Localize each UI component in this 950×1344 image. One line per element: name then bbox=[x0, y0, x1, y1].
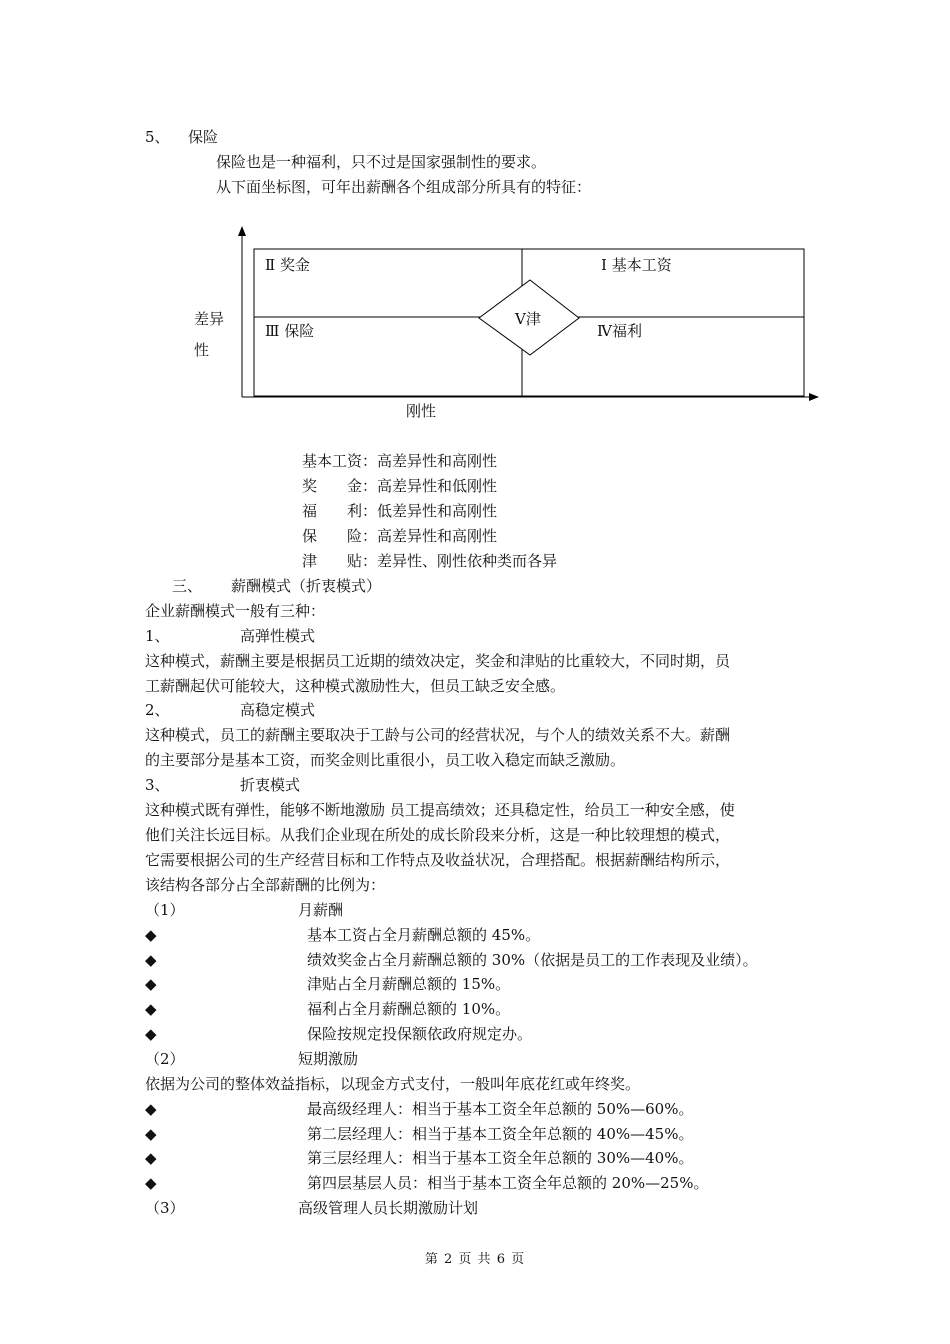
monthly-item: 基本工资占全月薪酬总额的 45%。 bbox=[307, 926, 541, 944]
mode2-text-line1: 这种模式，员工的薪酬主要取决于工龄与公司的经营状况，与个人的绩效关系不大。薪酬 bbox=[145, 726, 731, 744]
mode2-text-line2: 的主要部分是基本工资，而奖金则比重很小，员工收入稳定而缺乏激励。 bbox=[145, 751, 626, 769]
monthly-title: 月薪酬 bbox=[298, 901, 344, 919]
quadrant-1-label: Ⅰ 基本工资 bbox=[601, 256, 672, 274]
mode3-text-line2: 他们关注长远目标。从我们企业现在所处的成长阶段来分析，这是一种比较理想的模式， bbox=[145, 826, 731, 844]
mode1-title: 高弹性模式 bbox=[240, 627, 316, 645]
long-term-title: 高级管理人员长期激励计划 bbox=[298, 1199, 479, 1217]
bullet-icon: ◆ bbox=[145, 1125, 157, 1143]
quadrant-3-label: Ⅲ 保险 bbox=[265, 322, 315, 340]
bullet-icon: ◆ bbox=[145, 1000, 157, 1018]
bullet-icon: ◆ bbox=[145, 1174, 157, 1192]
section5-number: 5、 bbox=[145, 128, 170, 146]
salary-coordinate-diagram bbox=[185, 222, 825, 427]
bullet-icon: ◆ bbox=[145, 975, 157, 993]
section5-paragraph-2: 从下面坐标图，可年出薪酬各个组成部分所具有的特征： bbox=[216, 178, 592, 196]
short-term-item: 第二层经理人：相当于基本工资全年总额的 40%—45%。 bbox=[307, 1125, 694, 1143]
bullet-icon: ◆ bbox=[145, 951, 157, 969]
feature-insurance: 保 险：高差异性和高刚性 bbox=[302, 527, 498, 545]
section5-paragraph-1: 保险也是一种福利，只不过是国家强制性的要求。 bbox=[216, 153, 547, 171]
x-axis-label: 刚性 bbox=[406, 402, 437, 420]
mode3-title: 折衷模式 bbox=[240, 776, 301, 794]
mode2-title: 高稳定模式 bbox=[240, 701, 316, 719]
section5-heading: 保险 bbox=[188, 128, 219, 146]
quadrant-4-label: Ⅳ福利 bbox=[597, 322, 642, 340]
monthly-item: 绩效奖金占全月薪酬总额的 30%（依据是员工的工作表现及业绩）。 bbox=[307, 951, 758, 969]
quadrant-2-label: Ⅱ 奖金 bbox=[265, 256, 310, 274]
x-axis-arrow bbox=[809, 393, 819, 401]
y-axis-label-line1: 差异 bbox=[194, 310, 225, 328]
page-footer: 第 2 页 共 6 页 bbox=[424, 1252, 526, 1267]
feature-bonus: 奖 金：高差异性和低刚性 bbox=[302, 477, 498, 495]
bullet-icon: ◆ bbox=[145, 926, 157, 944]
mode1-text-line1: 这种模式，薪酬主要是根据员工近期的绩效决定，奖金和津贴的比重较大，不同时期，员 bbox=[145, 652, 731, 670]
y-axis-arrow bbox=[238, 226, 246, 236]
mode1-text-line2: 工薪酬起伏可能较大，这种模式激励性大，但员工缺乏安全感。 bbox=[145, 677, 566, 695]
short-term-item: 第四层基层人员：相当于基本工资全年总额的 20%—25%。 bbox=[307, 1174, 709, 1192]
monthly-number: （1） bbox=[145, 901, 185, 919]
monthly-item: 保险按规定投保额依政府规定办。 bbox=[307, 1025, 533, 1043]
y-axis-label-line2: 性 bbox=[194, 341, 210, 359]
mode2-number: 2、 bbox=[145, 701, 170, 719]
section3-number: 三、 bbox=[172, 577, 203, 595]
short-term-item: 第三层经理人：相当于基本工资全年总额的 30%—40%。 bbox=[307, 1149, 694, 1167]
mode3-text-line1: 这种模式既有弹性，能够不断地激励 员工提高绩效；还具稳定性，给员工一种安全感，使 bbox=[145, 801, 735, 819]
short-term-title: 短期激励 bbox=[298, 1050, 359, 1068]
monthly-item: 津贴占全月薪酬总额的 15%。 bbox=[307, 975, 511, 993]
feature-welfare: 福 利：低差异性和高刚性 bbox=[302, 502, 498, 520]
short-term-number: （2） bbox=[145, 1050, 185, 1068]
mode1-number: 1、 bbox=[145, 627, 170, 645]
short-term-item: 最高级经理人：相当于基本工资全年总额的 50%—60%。 bbox=[307, 1100, 694, 1118]
feature-allowance: 津 贴：差异性、刚性依种类而各异 bbox=[302, 552, 558, 570]
monthly-item: 福利占全月薪酬总额的 10%。 bbox=[307, 1000, 511, 1018]
bullet-icon: ◆ bbox=[145, 1025, 157, 1043]
mode3-text-line3: 它需要根据公司的生产经营目标和工作特点及收益状况，合理搭配。根据薪酬结构所示， bbox=[145, 851, 731, 869]
short-term-description: 依据为公司的整体效益指标，以现金方式支付，一般叫年底花红或年终奖。 bbox=[145, 1075, 641, 1093]
bullet-icon: ◆ bbox=[145, 1100, 157, 1118]
long-term-number: （3） bbox=[145, 1199, 185, 1217]
section3-title: 薪酬模式（折衷模式） bbox=[231, 577, 382, 595]
mode3-number: 3、 bbox=[145, 776, 170, 794]
mode3-text-line4: 该结构各部分占全部薪酬的比例为： bbox=[145, 876, 386, 894]
center-label: Ⅴ津 bbox=[515, 310, 541, 328]
section3-intro: 企业薪酬模式一般有三种： bbox=[145, 602, 326, 620]
feature-basic-salary: 基本工资：高差异性和高刚性 bbox=[302, 452, 498, 470]
bullet-icon: ◆ bbox=[145, 1149, 157, 1167]
